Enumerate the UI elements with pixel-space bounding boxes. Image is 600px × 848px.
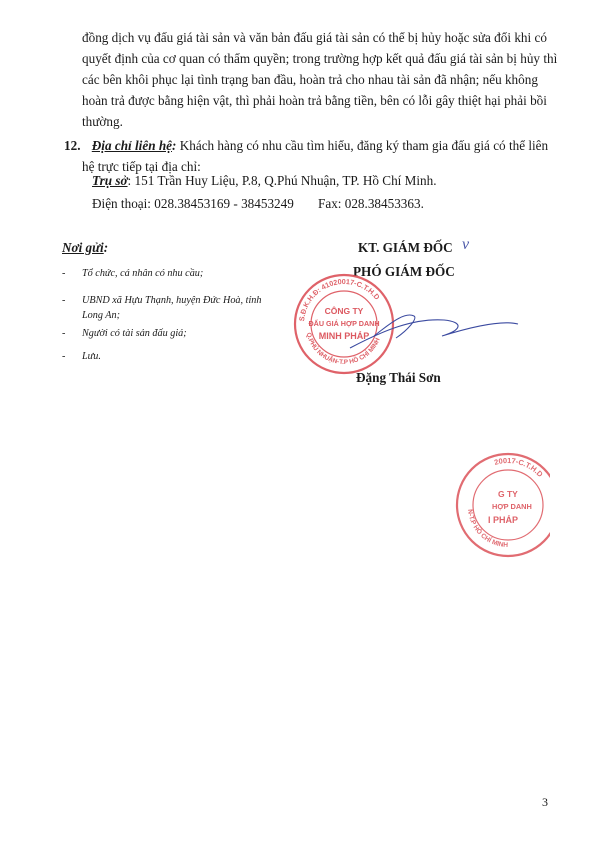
partial-stamp-wrap — [424, 445, 550, 565]
section-heading: Địa chỉ liên hệ — [91, 138, 173, 153]
stamp-ring-bottom-text: Q.PHÚ NHUẬN-T.P HỒ CHÍ MINH — [304, 331, 382, 367]
signer-name: Đặng Thái Sơn — [356, 370, 441, 385]
stamp-line-1: CÔNG TY — [324, 306, 364, 316]
recipient-item: UBND xã Hựu Thạnh, huyện Đức Hoà, tỉnh — [82, 295, 262, 306]
company-stamp-partial — [454, 451, 550, 559]
partial-stamp-line-1: G TY — [498, 489, 518, 499]
list-dash: - — [62, 328, 66, 339]
list-dash: - — [62, 268, 66, 279]
section-12-line1 — [64, 138, 548, 154]
office-value: : 151 Trần Huy Liệu, P.8, Q.Phú Nhuận, TP. Hồ Chí Minh. — [127, 173, 437, 188]
section-12-line2: hệ trực tiếp tại địa chỉ: — [82, 159, 201, 174]
heading-colon: : — [172, 138, 177, 153]
office-label: Trụ sở — [92, 173, 128, 188]
recipient-item: Người có tài sản đấu giá; — [82, 328, 187, 339]
signature-title-1: KT. GIÁM ĐỐC — [358, 240, 453, 255]
para-line: các bên khôi phục lại tình trạng ban đầu, hoàn trả cho nhau tài sản đã nhận; nếu không — [82, 72, 538, 87]
partial-stamp-line-3: I PHÁP — [488, 515, 519, 525]
recipient-item: Lưu. — [82, 351, 101, 362]
recipients-label: Nơi gửi — [62, 240, 104, 255]
page-number: 3 — [542, 795, 548, 809]
recipient-item: Long An; — [82, 310, 121, 321]
office-address — [92, 173, 437, 189]
partial-stamp-line-2: HỢP DANH — [492, 502, 532, 511]
partial-ring-text: 20017-C.T.H.D — [493, 455, 545, 479]
para-line: thường. — [82, 114, 123, 129]
list-dash: - — [62, 295, 66, 306]
para-line: quyết định của cơ quan có thẩm quyền; trong trường hợp kết quả đấu giá tài sản bị hủy thì — [82, 51, 558, 66]
svg-text:20017-C.T.H.D — [493, 456, 545, 479]
stamp-ring-text: S.Đ.K.H.Đ: 41020017-C.T.H.D — [297, 276, 382, 322]
para-line: đồng dịch vụ đấu giá tài sản và văn bản đấu giá tài sản có thể bị hủy hoặc sửa đổi khi có — [82, 30, 547, 45]
signature-title-2: PHÓ GIÁM ĐỐC — [353, 264, 455, 279]
stamp-line-2: ĐẤU GIÁ HỢP DANH — [308, 319, 380, 328]
list-dash: - — [62, 351, 66, 362]
stamp-line-3: MINH PHÁP — [318, 331, 370, 341]
phone-numbers: Điện thoại: 028.38453169 - 38453249 — [92, 196, 294, 211]
section-number: 12. — [64, 138, 81, 153]
para-line: hoàn trả được bằng hiện vật, thì phải hoàn trả bằng tiền, bên có lỗi gây thiệt hại phải bồi — [82, 93, 547, 108]
initial-mark: ν — [462, 236, 470, 253]
partial-ring-bottom-text: N-T.P HỒ CHÍ MINH — [466, 508, 509, 550]
recipient-item: Tổ chức, cá nhân có nhu cầu; — [82, 268, 204, 279]
recipients-colon: : — [103, 240, 109, 255]
recipients-heading — [62, 240, 108, 256]
section-text: Khách hàng có nhu cầu tìm hiểu, đăng ký tham gia đấu giá có thể liên — [176, 138, 549, 153]
signature-scribble — [344, 290, 524, 360]
fax-number: Fax: 028.38453363. — [318, 196, 424, 211]
